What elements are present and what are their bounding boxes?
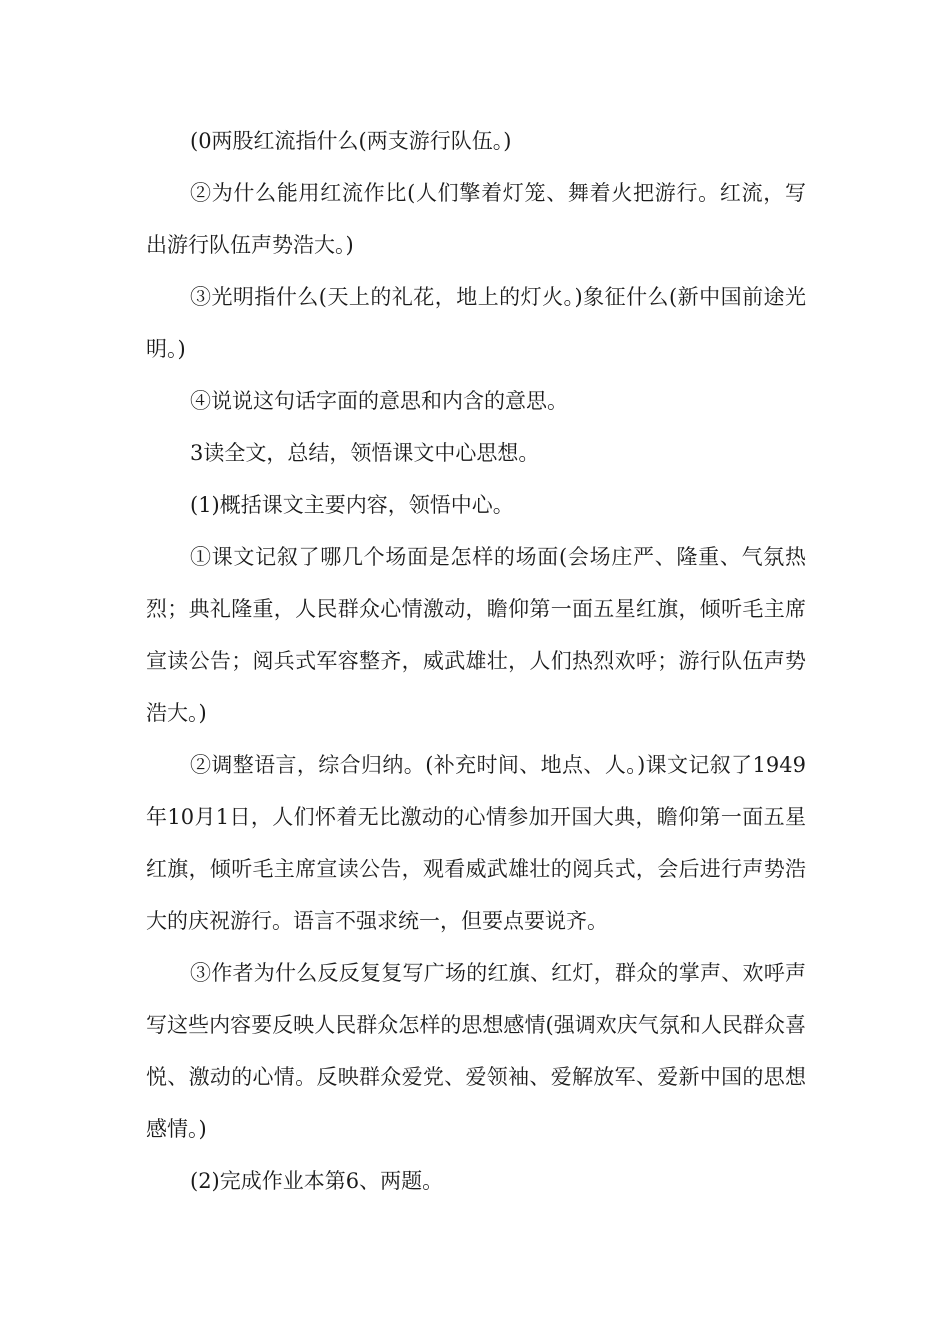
paragraph-8: ②调整语言，综合归纳。(补充时间、地点、人。)课文记叙了1949年10月1日，人们怀着无比激动的心情参加开国大典，瞻仰第一面五星红旗，倾听毛主席宣读公告，观看威武雄壮的阅兵式，会后进行声势浩大的庆祝游行。语言不强求统一，但要点要说齐。 xyxy=(146,753,806,933)
paragraph-3: ③光明指什么(天上的礼花，地上的灯火。)象征什么(新中国前途光明。) xyxy=(146,285,806,361)
paragraph-5: 3读全文，总结，领悟课文中心思想。 xyxy=(190,441,540,465)
paragraph-6: (1)概括课文主要内容，领悟中心。 xyxy=(190,493,514,517)
document-body xyxy=(146,115,806,1207)
paragraph-2: ②为什么能用红流作比(人们擎着灯笼、舞着火把游行。红流，写出游行队伍声势浩大。) xyxy=(146,181,806,257)
paragraph-7: ①课文记叙了哪几个场面是怎样的场面(会场庄严、隆重、气氛热烈；典礼隆重，人民群众心情激动，瞻仰第一面五星红旗，倾听毛主席宣读公告；阅兵式军容整齐，威武雄壮，人们热烈欢呼；游行队伍声势浩大。) xyxy=(146,545,806,725)
paragraph-1: (0两股红流指什么(两支游行队伍。) xyxy=(190,129,512,153)
paragraph-10: (2)完成作业本第6、两题。 xyxy=(190,1169,444,1193)
paragraph-4: ④说说这句话字面的意思和内含的意思。 xyxy=(190,389,568,413)
paragraph-9: ③作者为什么反反复复写广场的红旗、红灯，群众的掌声、欢呼声写这些内容要反映人民群众怎样的思想感情(强调欢庆气氛和人民群众喜悦、激动的心情。反映群众爱党、爱领袖、爱解放军、爱新中国的思想感情。) xyxy=(146,961,806,1141)
